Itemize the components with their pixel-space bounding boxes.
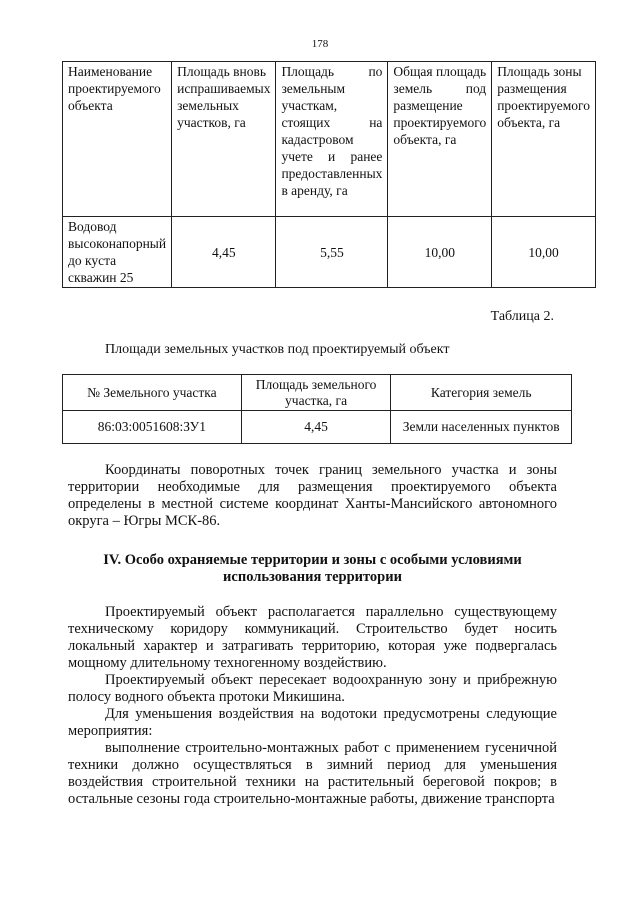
table-row: [63, 411, 572, 444]
cell-cadastral-area: 5,55: [276, 217, 388, 288]
section-heading-line2: использования территории: [223, 569, 402, 585]
section-heading: [68, 552, 557, 586]
header-cadastral-area: Площадь по земельным участкам, стоящих на кадастровом учете и ранее предоставленных в аренду, га: [276, 62, 388, 217]
land-area-table: [62, 61, 596, 288]
paragraph-construction: выполнение строительно-монтажных работ с применением гусеничной техники должно осуществляться в зимний период для уменьшения воздействия строительной техники на растительный береговой покров; в остальные сезоны года строительно-монтажные работы, движение транспорта: [68, 740, 557, 807]
paragraph-coordinates: Координаты поворотных точек границ земельного участка и зоны территории необходимые для размещения проектируемого объекта определены в местной системе координат Ханты-Мансийского автономного округа – Югры МСК-86.: [68, 462, 557, 529]
header-land-category: Категория земель: [391, 375, 572, 411]
section-heading-line1: IV. Особо охраняемые территории и зоны с особыми условиями: [103, 552, 522, 568]
table-header-row: [63, 375, 572, 411]
cell-new-area: 4,45: [172, 217, 276, 288]
cell-plot-number: 86:03:0051608:ЗУ1: [63, 411, 242, 444]
header-plot-area: Площадь земельного участка, га: [241, 375, 391, 411]
header-new-area: Площадь вновь испрашиваемых земельных участков, га: [172, 62, 276, 217]
header-object-name: Наименование проектируемого объекта: [63, 62, 172, 217]
header-plot-number: № Земельного участка: [63, 375, 242, 411]
table2-label: Таблица 2.: [490, 309, 554, 324]
cell-zone-area: 10,00: [492, 217, 596, 288]
cell-total-area: 10,00: [388, 217, 492, 288]
paragraph-location: Проектируемый объект располагается параллельно существующему техническому коридору коммуникаций. Строительство будет носить локальный характер и затрагивать территорию, которая уже подвергалась мощному длительному техногенному воздействию.: [68, 604, 557, 671]
land-plots-table: [62, 374, 572, 444]
page-number: 178: [311, 38, 329, 50]
paragraph-water-zone: Проектируемый объект пересекает водоохранную зону и прибрежную полосу водного объекта протоки Микишина.: [68, 672, 557, 705]
header-total-area: Общая площадь земель под размещение проектируемого объекта, га: [388, 62, 492, 217]
table-row: [63, 217, 596, 288]
table2-title: Площади земельных участков под проектируемый объект: [105, 342, 450, 357]
cell-land-category: Земли населенных пунктов: [391, 411, 572, 444]
cell-object-name: Водовод высоконапорный до куста скважин 25: [63, 217, 172, 288]
table-header-row: [63, 62, 596, 217]
cell-plot-area: 4,45: [241, 411, 391, 444]
paragraph-measures: Для уменьшения воздействия на водотоки предусмотрены следующие мероприятия:: [68, 706, 557, 739]
header-zone-area: Площадь зоны размещения проектируемого объекта, га: [492, 62, 596, 217]
